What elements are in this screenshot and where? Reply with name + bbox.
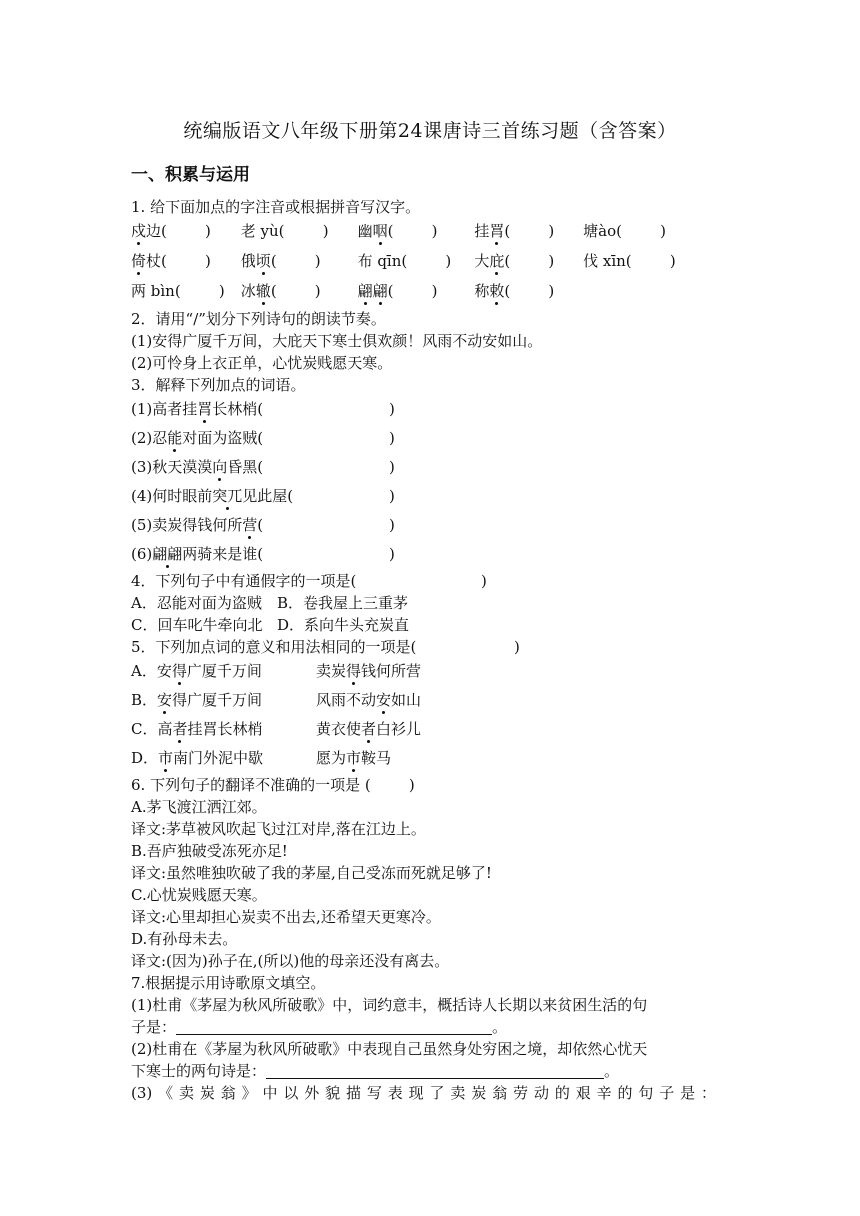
q6-stem: 6. 下列句子的翻译不准确的一项是 ( ) [131, 776, 415, 794]
q6-line: 译文:茅草被风吹起飞过江对岸,落在江边上。 [131, 820, 426, 838]
q1-item: 大庇( ) [474, 252, 555, 270]
q1-item: 伐 xīn( ) [583, 252, 676, 270]
answer-blank[interactable] [266, 1062, 604, 1079]
q1-item: 塘ào( ) [583, 222, 666, 240]
q6-line: 译文:心里却担心炭卖不出去,还希望天更寒冷。 [131, 908, 441, 926]
q7-part-1-cont: 子是： 。 [131, 1018, 508, 1036]
q1-item: 老 yù( ) [240, 222, 329, 240]
q6-line: A.茅飞渡江洒江郊。 [131, 798, 267, 816]
q5-option: A．安得广厦千万间 卖炭得钱何所营 [131, 662, 422, 680]
q2-item: (2)可怜身上衣正单，心忧炭贱愿天寒。 [131, 354, 393, 372]
q1-item: 称敕( ) [474, 282, 555, 300]
q6-line: 译文:(因为)孙子在,(所以)他的母亲还没有离去。 [131, 952, 450, 970]
q3-item: (1)高者挂罥长林梢( ) [131, 400, 395, 418]
q4-option-b: B．卷我屋上三重茅 [277, 594, 409, 612]
q6-line: D.有孙母未去。 [131, 930, 238, 948]
q3-stem: 3．解释下列加点的词语。 [131, 376, 306, 394]
q5-option: B．安得广厦千万间 风雨不动安如山 [131, 691, 422, 709]
q1-item: 戍边( ) [131, 222, 211, 240]
q1-item: 冰辙( ) [240, 282, 321, 300]
q7-part-3: (3)《卖炭翁》中以外貌描写表现了卖炭翁劳动的艰辛的句子是： [131, 1084, 716, 1102]
q7-part-2: (2)杜甫在《茅屋为秋风所破歌》中表现自己虽然身处穷困之境，却依然心忧天 [131, 1040, 648, 1058]
q4-option-d: D．系向牛头充炭直 [277, 616, 410, 634]
q1-row-2 [131, 248, 731, 278]
q4-option-a: A．忍能对面为盗贼 [131, 594, 262, 612]
q3-item: (3)秋天漠漠向昏黑( ) [131, 458, 395, 476]
q5-option: C．高者挂罥长林梢 黄衣使者白衫儿 [131, 720, 422, 738]
q3-item: (6)翩翩两骑来是谁( ) [131, 545, 395, 563]
q6-line: C.心忧炭贱愿天寒。 [131, 886, 267, 904]
q1-item: 挂罥( ) [474, 222, 555, 240]
q2-stem: 2．请用“/”划分下列诗句的朗读节奏。 [131, 310, 386, 328]
document-title: 统编版语文八年级下册第24课唐诗三首练习题（含答案） [183, 120, 677, 142]
q5-stem: 5．下列加点词的意义和用法相同的一项是( ) [131, 638, 520, 656]
q1-item: 倚杖( ) [131, 252, 211, 270]
q3-item: (5)卖炭得钱何所营( ) [131, 516, 395, 534]
q1-item: 幽咽( ) [357, 222, 438, 240]
answer-blank[interactable] [176, 1018, 492, 1035]
q1-stem: 1. 给下面加点的字注音或根据拼音写汉字。 [131, 198, 421, 216]
question-list [131, 196, 731, 1104]
section-heading: 一、积累与运用 [131, 165, 250, 185]
q3-item: (2)忍能对面为盗贼( ) [131, 429, 395, 447]
q1-item-char: 戍 [131, 222, 147, 240]
q6-line: B.吾庐独破受冻死亦足! [131, 842, 288, 860]
q6-line: 译文:虽然唯独吹破了我的茅屋,自己受冻而死就足够了! [131, 864, 492, 882]
q1-item: 布 qīn( ) [357, 252, 452, 270]
q4-options-row [131, 592, 731, 614]
q4-options-row [131, 614, 731, 636]
q1-item: 翩翩( ) [357, 282, 438, 300]
q7-part-1: (1)杜甫《茅屋为秋风所破歌》中，词约意丰，概括诗人长期以来贫困生活的句 [131, 996, 648, 1014]
q1-row-3 [131, 278, 731, 308]
q1-item: 两 bìn( ) [131, 282, 225, 300]
q5-option: D．市南门外泥中歇 愿为市鞍马 [131, 749, 392, 767]
q4-option-c: C．回车叱牛牵向北 [131, 616, 263, 634]
q1-row-1 [131, 218, 731, 248]
q7-part-2-cont: 下寒士的两句诗是： 。 [131, 1062, 620, 1080]
q2-item: (1)安得广厦千万间，大庇天下寒士俱欢颜！风雨不动安如山。 [131, 332, 543, 350]
q3-item: (4)何时眼前突兀见此屋( ) [131, 487, 395, 505]
q7-stem: 7.根据提示用诗歌原文填空。 [131, 974, 326, 992]
q1-item: 俄顷( ) [240, 252, 321, 270]
q4-stem: 4．下列句子中有通假字的一项是( ) [131, 572, 487, 590]
